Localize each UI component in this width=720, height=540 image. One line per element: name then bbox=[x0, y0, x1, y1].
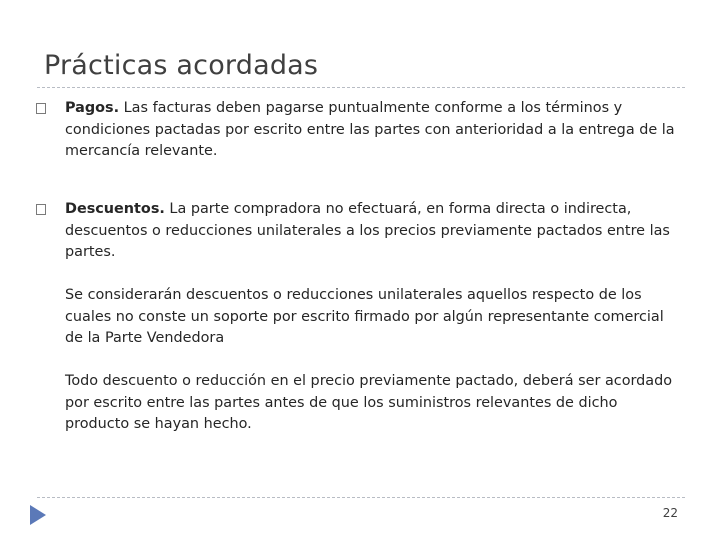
bullet-text: La parte compradora no efectuará, en forma directa o indirecta, descuentos o reducciones unilaterales a los precios previamente pactados entre las partes. bbox=[65, 201, 670, 260]
bullet-text: Las facturas deben pagarse puntualmente conforme a los términos y condiciones pactadas por escrito entre las partes con anterioridad a la entrega de la mercancía relevante. bbox=[65, 100, 675, 159]
page-number: 22 bbox=[662, 506, 678, 520]
bullet-item-pagos bbox=[65, 98, 685, 163]
bullet-item-descuentos bbox=[65, 199, 685, 264]
title-divider bbox=[37, 87, 685, 88]
slide-title: Prácticas acordadas bbox=[44, 50, 319, 81]
footer-divider bbox=[37, 497, 685, 498]
body-paragraph: Todo descuento o reducción en el precio previamente pactado, deberá ser acordado por escrito entre las partes antes de que los suministros relevantes de dicho producto se hayan hecho. bbox=[65, 373, 673, 432]
body-paragraph: Se considerarán descuentos o reducciones unilaterales aquellos respecto de los cuales no conste un soporte por escrito firmado por algún representante comercial de la Parte Vendedora bbox=[65, 287, 664, 346]
bullet-icon bbox=[36, 204, 46, 215]
bullet-label: Pagos. bbox=[65, 100, 120, 116]
bullet-label: Descuentos. bbox=[65, 201, 165, 217]
bullet-icon bbox=[36, 103, 46, 114]
next-slide-arrow-icon[interactable] bbox=[30, 505, 46, 525]
